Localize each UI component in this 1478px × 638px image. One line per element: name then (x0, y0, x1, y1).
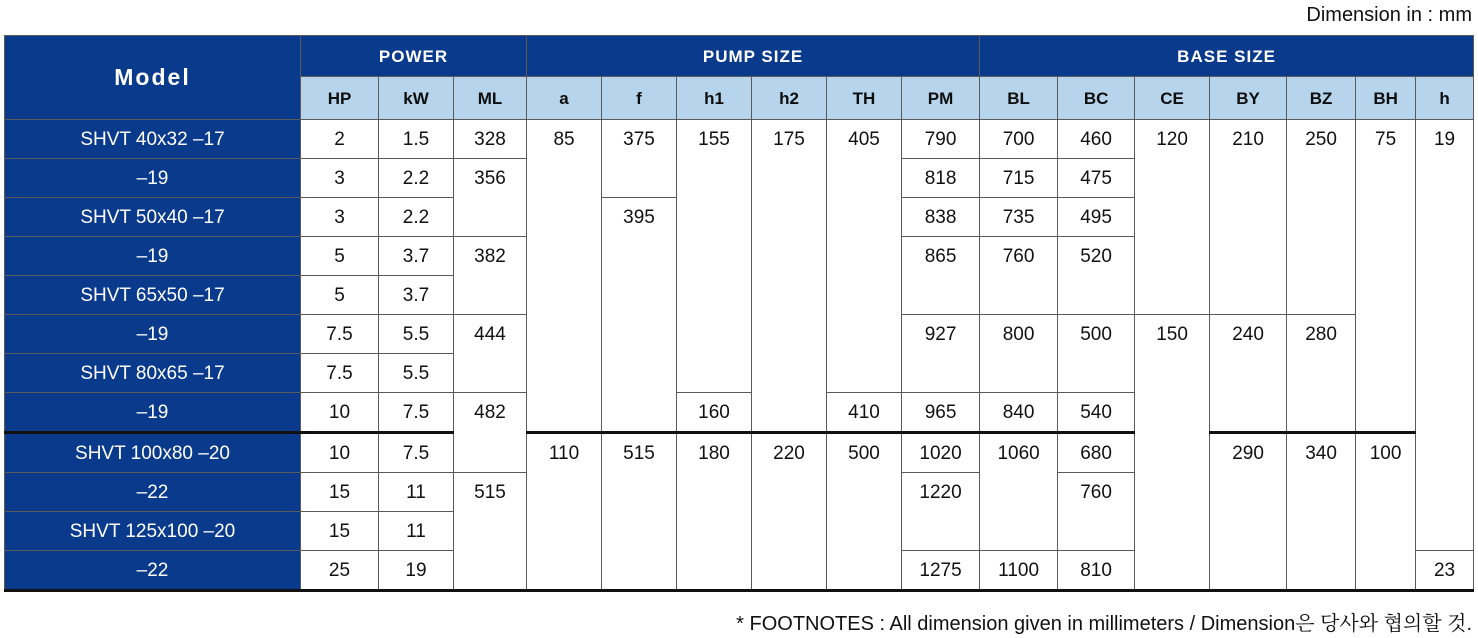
bl-cell: 1100 (980, 551, 1058, 591)
by-cell: 290 (1210, 433, 1287, 591)
pm-cell: 818 (902, 159, 980, 198)
bc-cell: 460 (1058, 120, 1135, 159)
column-header-hp: HP (301, 77, 379, 120)
column-header-f: f (602, 77, 677, 120)
kw-cell: 11 (379, 512, 454, 551)
dimension-unit-note: Dimension in : mm (1306, 4, 1472, 26)
header-model: Model (5, 36, 301, 120)
kw-cell: 2.2 (379, 159, 454, 198)
th-cell: 500 (827, 433, 902, 591)
bl-cell: 735 (980, 198, 1058, 237)
column-header-kw: kW (379, 77, 454, 120)
footnote: * FOOTNOTES : All dimension given in millimeters / Dimension은 당사와 협의할 것. (736, 613, 1472, 635)
h1-cell: 160 (677, 393, 752, 433)
hp-cell: 10 (301, 433, 379, 473)
header-pump-size: PUMP SIZE (527, 36, 980, 77)
by-cell: 240 (1210, 315, 1287, 433)
model-cell: SHVT 65x50 –17 (5, 276, 301, 315)
hp-cell: 5 (301, 237, 379, 276)
a-cell: 110 (527, 433, 602, 591)
kw-cell: 1.5 (379, 120, 454, 159)
model-cell: –22 (5, 551, 301, 591)
f-cell: 375 (602, 120, 677, 198)
bc-cell: 475 (1058, 159, 1135, 198)
column-header-bc: BC (1058, 77, 1135, 120)
header-base-size: BASE SIZE (980, 36, 1474, 77)
bc-cell: 810 (1058, 551, 1135, 591)
bc-cell: 500 (1058, 315, 1135, 393)
column-header-h: h (1416, 77, 1474, 120)
f-cell: 515 (602, 433, 677, 591)
hp-cell: 15 (301, 473, 379, 512)
ml-cell: 382 (454, 237, 527, 315)
bl-cell: 715 (980, 159, 1058, 198)
th-cell: 410 (827, 393, 902, 433)
pm-cell: 1275 (902, 551, 980, 591)
f-cell: 395 (602, 198, 677, 433)
pm-cell: 838 (902, 198, 980, 237)
pm-cell: 965 (902, 393, 980, 433)
hp-cell: 5 (301, 276, 379, 315)
bc-cell: 520 (1058, 237, 1135, 315)
bc-cell: 680 (1058, 433, 1135, 473)
bh-cell: 100 (1356, 433, 1416, 591)
h2-cell: 220 (752, 433, 827, 591)
hp-cell: 15 (301, 512, 379, 551)
hp-cell: 25 (301, 551, 379, 591)
h1-cell: 180 (677, 433, 752, 591)
bl-cell: 700 (980, 120, 1058, 159)
kw-cell: 19 (379, 551, 454, 591)
bc-cell: 495 (1058, 198, 1135, 237)
ml-cell: 515 (454, 473, 527, 591)
pm-cell: 790 (902, 120, 980, 159)
pm-cell: 1020 (902, 433, 980, 473)
by-cell: 210 (1210, 120, 1287, 315)
h-cell: 23 (1416, 551, 1474, 591)
kw-cell: 5.5 (379, 315, 454, 354)
bl-cell: 1060 (980, 433, 1058, 551)
column-header-ml: ML (454, 77, 527, 120)
model-cell: SHVT 125x100 –20 (5, 512, 301, 551)
pm-cell: 1220 (902, 473, 980, 551)
kw-cell: 3.7 (379, 276, 454, 315)
hp-cell: 3 (301, 198, 379, 237)
model-cell: –19 (5, 315, 301, 354)
column-header-h2: h2 (752, 77, 827, 120)
h-cell: 19 (1416, 120, 1474, 551)
column-header-bz: BZ (1287, 77, 1356, 120)
kw-cell: 7.5 (379, 433, 454, 473)
bz-cell: 280 (1287, 315, 1356, 433)
kw-cell: 11 (379, 473, 454, 512)
kw-cell: 3.7 (379, 237, 454, 276)
bz-cell: 250 (1287, 120, 1356, 315)
model-cell: SHVT 100x80 –20 (5, 433, 301, 473)
hp-cell: 2 (301, 120, 379, 159)
ml-cell: 444 (454, 315, 527, 393)
model-cell: –19 (5, 237, 301, 276)
hp-cell: 10 (301, 393, 379, 433)
model-cell: –19 (5, 159, 301, 198)
ce-cell: 150 (1135, 315, 1210, 591)
dimension-table (4, 35, 1474, 592)
h2-cell: 175 (752, 120, 827, 433)
column-header-h1: h1 (677, 77, 752, 120)
kw-cell: 7.5 (379, 393, 454, 433)
ce-cell: 120 (1135, 120, 1210, 315)
ml-cell: 328 (454, 120, 527, 159)
column-header-bl: BL (980, 77, 1058, 120)
kw-cell: 5.5 (379, 354, 454, 393)
a-cell: 85 (527, 120, 602, 433)
pm-cell: 927 (902, 315, 980, 393)
column-header-by: BY (1210, 77, 1287, 120)
column-header-pm: PM (902, 77, 980, 120)
table-row (5, 120, 1474, 159)
header-power: POWER (301, 36, 527, 77)
kw-cell: 2.2 (379, 198, 454, 237)
th-cell: 405 (827, 120, 902, 393)
column-header-bh: BH (1356, 77, 1416, 120)
column-header-th: TH (827, 77, 902, 120)
column-header-ce: CE (1135, 77, 1210, 120)
table-row (5, 433, 1474, 473)
column-header-a: a (527, 77, 602, 120)
hp-cell: 3 (301, 159, 379, 198)
bl-cell: 800 (980, 315, 1058, 393)
bc-cell: 540 (1058, 393, 1135, 433)
hp-cell: 7.5 (301, 315, 379, 354)
bl-cell: 760 (980, 237, 1058, 315)
ml-cell: 356 (454, 159, 527, 237)
bh-cell: 75 (1356, 120, 1416, 433)
model-cell: SHVT 80x65 –17 (5, 354, 301, 393)
h1-cell: 155 (677, 120, 752, 393)
model-cell: –19 (5, 393, 301, 433)
pm-cell: 865 (902, 237, 980, 315)
model-cell: SHVT 40x32 –17 (5, 120, 301, 159)
model-cell: –22 (5, 473, 301, 512)
model-cell: SHVT 50x40 –17 (5, 198, 301, 237)
bl-cell: 840 (980, 393, 1058, 433)
ml-cell: 482 (454, 393, 527, 473)
hp-cell: 7.5 (301, 354, 379, 393)
bc-cell: 760 (1058, 473, 1135, 551)
bz-cell: 340 (1287, 433, 1356, 591)
